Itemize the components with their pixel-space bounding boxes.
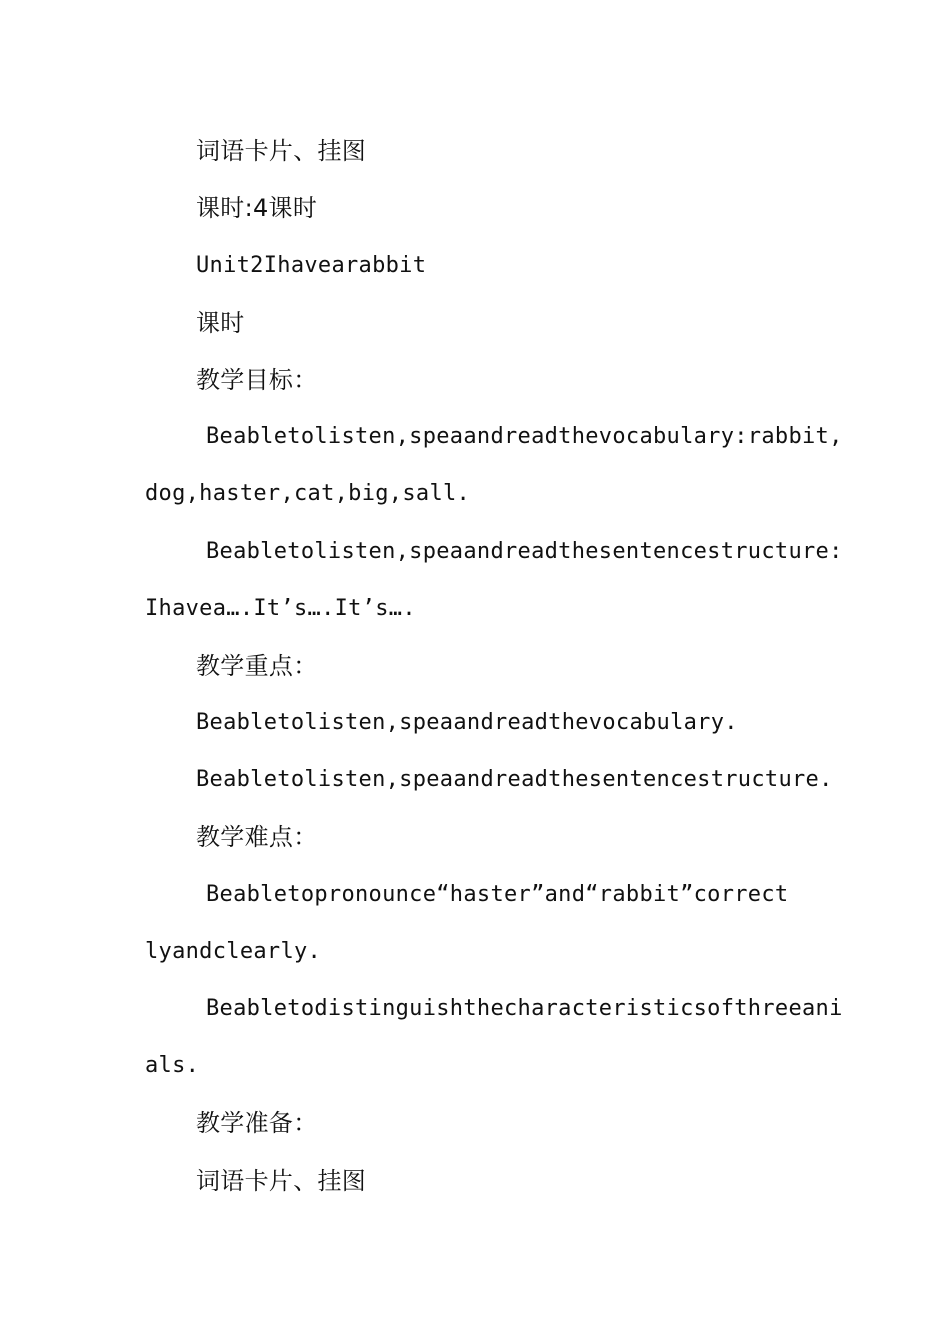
unit-title: Unit2Ihavearabbit (196, 253, 427, 278)
difficulty-pronounce-line-2: lyandclearly. (145, 939, 322, 964)
lesson-label: 课时 (196, 309, 245, 337)
difficulties-heading: 教学难点： (196, 823, 318, 851)
objective-sentence-line-1: Beabletolisten,speaandreadthesentencestructure: (206, 539, 843, 564)
key-point-vocab: Beabletolisten,speaandreadthevocabulary. (196, 710, 738, 735)
lesson-hours-line: 课时:4课时 (196, 194, 318, 222)
key-point-sentence: Beabletolisten,speaandreadthesentencestructure. (196, 767, 833, 792)
objective-vocab-line-2: dog,haster,cat,big,sall. (145, 481, 471, 506)
difficulty-pronounce-line-1: Beabletopronounce“haster”and“rabbit”correct (206, 882, 789, 907)
objective-sentence-line-2: Ihavea….It’s….It’s…. (145, 596, 416, 621)
objective-vocab-line-1: Beabletolisten,speaandreadthevocabulary:rabbit, (206, 424, 843, 449)
objectives-heading: 教学目标： (196, 366, 318, 394)
preparation-heading: 教学准备： (196, 1109, 318, 1137)
materials-line: 词语卡片、挂图 (196, 137, 367, 165)
difficulty-distinguish-line-1: Beabletodistinguishthecharacteristicsofthreeani (206, 996, 843, 1021)
preparation-materials: 词语卡片、挂图 (196, 1167, 367, 1195)
key-points-heading: 教学重点： (196, 652, 318, 680)
difficulty-distinguish-line-2: als. (145, 1053, 200, 1078)
